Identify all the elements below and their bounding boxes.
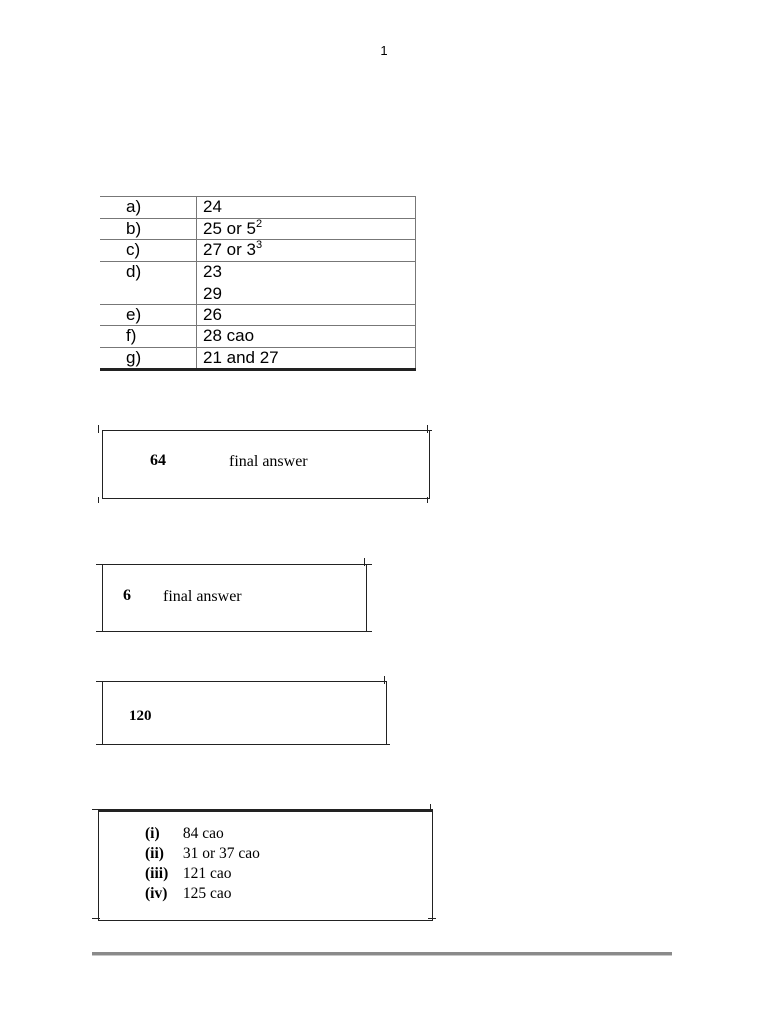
corner-tick (362, 564, 372, 565)
corner-tick (92, 809, 100, 810)
corner-tick (424, 430, 432, 431)
row-value: 24 (197, 197, 416, 219)
row-label: f) (100, 326, 197, 348)
row-value-second: 29 (203, 283, 222, 303)
row-label: e) (100, 304, 197, 326)
answer-number: 64 (150, 452, 166, 469)
row-label: g) (100, 347, 197, 370)
answer-box-6 (102, 564, 367, 632)
corner-tick (92, 918, 100, 919)
row-value: 28 cao (197, 326, 416, 348)
part-answer: 125 cao (182, 885, 232, 902)
row-value-cell (197, 218, 416, 240)
row-value-cell (197, 240, 416, 262)
corner-tick (382, 744, 390, 745)
corner-tick (427, 497, 428, 503)
answer-number: 120 (129, 708, 152, 724)
list-item (145, 844, 260, 864)
footer-rule (92, 952, 672, 956)
row-label: a) (100, 197, 197, 219)
part-label: (iv) (145, 885, 168, 902)
part-answer: 31 or 37 cao (182, 845, 260, 862)
table-row (100, 240, 416, 262)
table-row (100, 326, 416, 348)
answer-table (100, 196, 416, 371)
table-row (100, 218, 416, 240)
table-row (100, 304, 416, 326)
corner-tick (98, 497, 99, 503)
row-value: 26 (197, 304, 416, 326)
answer-box-120 (102, 681, 387, 745)
corner-tick (96, 631, 104, 632)
row-value: 23 (203, 261, 222, 281)
corner-tick (362, 631, 372, 632)
part-label: (ii) (145, 845, 164, 862)
row-label: c) (100, 240, 197, 262)
part-answer: 84 cao (182, 825, 224, 842)
table-row (100, 197, 416, 219)
corner-tick (98, 425, 99, 433)
corner-tick (384, 676, 385, 684)
exponent: 3 (255, 239, 263, 251)
row-label: d) (100, 261, 197, 304)
part-answer: 121 cao (182, 865, 232, 882)
corner-tick (96, 744, 104, 745)
corner-tick (96, 564, 104, 565)
answer-box-64 (102, 430, 430, 499)
list-item (145, 824, 260, 844)
list-item (145, 884, 260, 904)
row-label: b) (100, 218, 197, 240)
table-row (100, 347, 416, 370)
row-value-cell (197, 261, 416, 304)
row-value: 27 or 3 (203, 240, 256, 259)
answer-number: 6 (123, 587, 131, 604)
answer-note: final answer (229, 453, 308, 470)
exponent: 2 (255, 217, 263, 230)
corner-tick (427, 425, 428, 433)
row-value: 21 and 27 (197, 347, 416, 370)
table-row (100, 261, 416, 304)
page-number: 1 (380, 43, 388, 58)
corner-tick (96, 681, 104, 682)
list-item (145, 864, 260, 884)
corner-tick (428, 918, 436, 919)
answer-box-parts (98, 809, 433, 921)
corner-tick (430, 804, 431, 812)
parts-list (145, 824, 260, 904)
part-label: (iii) (145, 865, 169, 882)
part-label: (i) (145, 825, 160, 842)
answer-note: final answer (163, 588, 242, 605)
row-value: 25 or 5 (203, 218, 256, 238)
